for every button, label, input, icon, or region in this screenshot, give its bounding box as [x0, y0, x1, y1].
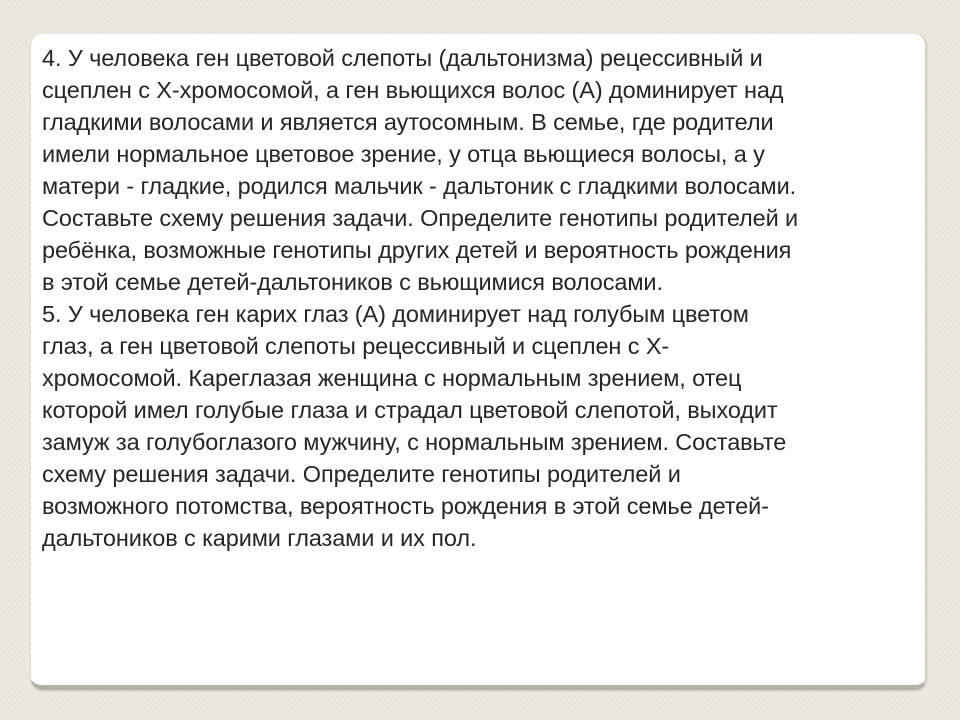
text-line: которой имел голубые глаза и страдал цветовой слепотой, выходит [42, 397, 778, 423]
text-line: матери - гладкие, родился мальчик - дальтоник с гладкими волосами. [42, 173, 797, 199]
text-line: имели нормальное цветовое зрение, у отца вьющиеся волосы, а у [42, 141, 765, 167]
text-line: дальтоников с карими глазами и их пол. [42, 525, 477, 551]
text-line: ребёнка, возможные генотипы других детей и вероятность рождения [42, 237, 792, 263]
text-line: 5. У человека ген карих глаз (А) доминирует над голубым цветом [42, 301, 749, 327]
text-line: сцеплен с Х-хромосомой, а ген вьющихся волос (А) доминирует над [42, 77, 784, 103]
text-line: замуж за голубоглазого мужчину, с нормальным зрением. Составьте [42, 429, 787, 455]
text-line: глаз, а ген цветовой слепоты рецессивный и сцеплен с Х- [42, 333, 670, 359]
text-line: в этой семье детей-дальтоников с вьющимися волосами. [42, 269, 663, 295]
text-line: Составьте схему решения задачи. Определите генотипы родителей и [42, 205, 799, 231]
slide-text-body [42, 42, 902, 554]
text-line: возможного потомства, вероятность рождения в этой семье детей- [42, 493, 769, 519]
text-line: гладкими волосами и является аутосомным. В семье, где родители [42, 109, 774, 135]
text-line: схему решения задачи. Определите генотипы родителей и [42, 461, 681, 487]
text-line: 4. У человека ген цветовой слепоты (дальтонизма) рецессивный и [42, 45, 763, 71]
text-line: хромосомой. Кареглазая женщина с нормальным зрением, отец [42, 365, 742, 391]
